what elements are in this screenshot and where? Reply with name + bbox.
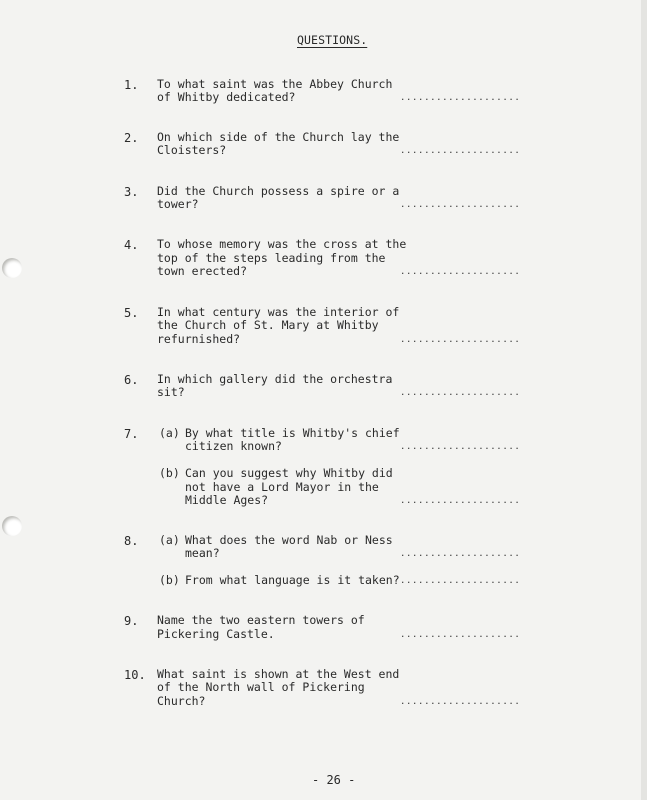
question-7a-line-1: By what title is Whitby's chief bbox=[185, 426, 400, 440]
question-10-line-1: What saint is shown at the West end bbox=[157, 667, 400, 681]
question-6-line-2: sit? bbox=[157, 385, 185, 399]
question-7b-label: (b) bbox=[159, 466, 180, 480]
answer-line-10: .................... bbox=[400, 697, 521, 707]
question-4-line-1: To whose memory was the cross at the bbox=[157, 237, 407, 251]
answer-line-2: .................... bbox=[400, 146, 521, 156]
question-10-line-2: of the North wall of Pickering bbox=[157, 680, 365, 694]
question-number-3: 3. bbox=[124, 185, 139, 199]
page-number: - 26 - bbox=[312, 773, 356, 787]
page-title: QUESTIONS. bbox=[297, 33, 368, 47]
question-7a-label: (a) bbox=[159, 426, 180, 440]
question-number-5: 5. bbox=[124, 306, 139, 320]
question-7b-line-2: not have a Lord Mayor in the bbox=[185, 480, 379, 494]
question-7a-line-2: citizen known? bbox=[185, 439, 282, 453]
answer-line-3: .................... bbox=[400, 200, 521, 210]
question-5-line-3: refurnished? bbox=[157, 332, 241, 346]
answer-line-8a: .................... bbox=[400, 549, 521, 559]
answer-line-9: .................... bbox=[400, 630, 521, 640]
question-4-line-2: top of the steps leading from the bbox=[157, 251, 386, 265]
punch-hole-lower bbox=[2, 516, 22, 536]
question-2-line-2: Cloisters? bbox=[157, 143, 227, 157]
question-5-line-1: In what century was the interior of bbox=[157, 305, 400, 319]
question-number-1: 1. bbox=[124, 78, 139, 92]
question-number-4: 4. bbox=[124, 238, 139, 252]
question-7b-line-3: Middle Ages? bbox=[185, 493, 269, 507]
question-8a-line-2: mean? bbox=[185, 546, 220, 560]
answer-line-7a: .................... bbox=[400, 442, 521, 452]
punch-hole-upper bbox=[2, 258, 22, 278]
question-10-line-3: Church? bbox=[157, 694, 206, 708]
question-number-7: 7. bbox=[124, 427, 139, 441]
question-8a-line-1: What does the word Nab or Ness bbox=[185, 533, 393, 547]
question-7b-line-1: Can you suggest why Whitby did bbox=[185, 466, 393, 480]
question-3-line-1: Did the Church possess a spire or a bbox=[157, 184, 400, 198]
question-4-line-3: town erected? bbox=[157, 264, 248, 278]
answer-line-6: .................... bbox=[400, 388, 521, 398]
question-9-line-2: Pickering Castle. bbox=[157, 627, 275, 641]
question-1-line-1: To what saint was the Abbey Church bbox=[157, 77, 393, 91]
question-number-10: 10. bbox=[124, 668, 146, 682]
answer-line-5: .................... bbox=[400, 335, 521, 345]
page-edge bbox=[641, 0, 647, 800]
question-number-2: 2. bbox=[124, 131, 139, 145]
question-number-8: 8. bbox=[124, 534, 139, 548]
question-9-line-1: Name the two eastern towers of bbox=[157, 613, 365, 627]
question-5-line-2: the Church of St. Mary at Whitby bbox=[157, 318, 379, 332]
answer-line-8b: .................... bbox=[400, 576, 521, 586]
question-8b-label: (b) bbox=[159, 573, 180, 587]
answer-line-7b: .................... bbox=[400, 496, 521, 506]
answer-line-1: .................... bbox=[400, 93, 521, 103]
question-1-line-2: of Whitby dedicated? bbox=[157, 90, 296, 104]
answer-line-4: .................... bbox=[400, 267, 521, 277]
question-number-9: 9. bbox=[124, 614, 139, 628]
question-8b-line-1: From what language is it taken? bbox=[185, 573, 400, 587]
question-8a-label: (a) bbox=[159, 533, 180, 547]
question-2-line-1: On which side of the Church lay the bbox=[157, 130, 400, 144]
question-6-line-1: In which gallery did the orchestra bbox=[157, 372, 393, 386]
question-3-line-2: tower? bbox=[157, 197, 199, 211]
question-number-6: 6. bbox=[124, 373, 139, 387]
